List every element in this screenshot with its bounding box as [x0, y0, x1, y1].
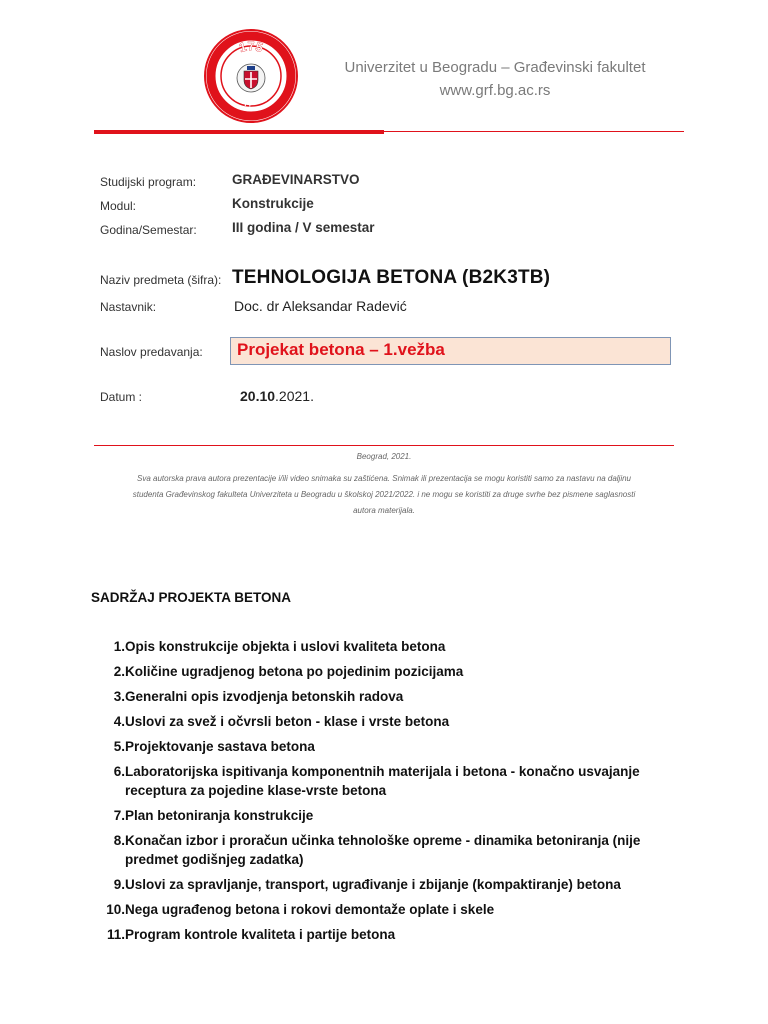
item-text: Uslovi za spravljanje, transport, ugrađivanje i zbijanje (kompaktiranje) betona — [125, 877, 621, 892]
crest-seal-icon — [237, 64, 265, 92]
item-text: Konačan izbor i proračun učinka tehnološke opreme - dinamika betoniranja (nije predmet godišnjeg zadatka) — [125, 833, 641, 867]
date-bold-part: 20.10 — [240, 388, 276, 404]
copyright-notice — [66, 471, 702, 519]
teacher-label: Nastavnik: — [100, 300, 157, 314]
lecture-title: Projekat betona – 1.vežba — [237, 340, 445, 359]
list-item — [91, 762, 691, 800]
course-title: TEHNOLOGIJA BETONA (B2K3TB) — [232, 267, 551, 288]
university-name: Univerzitet u Beogradu – Građevinski fakultet — [344, 59, 646, 76]
item-text: Laboratorijska ispitivanja komponentnih materijala i betona - konačno usvajanje receptura za pojedine klase-vrste betona — [125, 764, 640, 798]
list-item — [91, 737, 691, 756]
list-item — [91, 806, 691, 825]
copyright-line: studenta Građevinskog fakulteta Univerziteta u Beogradu u školskoj 2021/2022. i ne mogu se koristiti za druge svrhe bez pismene saglasnosti — [132, 490, 636, 499]
list-item — [91, 687, 691, 706]
lecture-title-box — [230, 337, 671, 365]
copyright-line: Sva autorska prava autora prezentacije i/ili video snimaka su zaštićena. Snimak ili prezentacija se mogu koristiti samo za nastavu na daljinu — [136, 474, 632, 483]
copyright-line: autora materijala. — [353, 506, 415, 515]
item-number: 11. — [106, 927, 125, 942]
item-text: Opis konstrukcije objekta i uslovi kvaliteta betona — [125, 639, 446, 654]
item-number: 10. — [106, 902, 125, 917]
item-text: Nega ugrađenog betona i rokovi demontaže oplate i skele — [125, 902, 495, 917]
header-divider-thick — [94, 130, 384, 134]
item-number: 4. — [113, 714, 125, 729]
item-number: 3. — [113, 689, 125, 704]
place-date: Beograd, 2021. — [356, 452, 412, 461]
item-number: 5. — [113, 739, 125, 754]
lecture-label: Naslov predavanja: — [100, 345, 203, 359]
list-item — [91, 925, 691, 944]
list-item — [91, 662, 691, 681]
item-text: Generalni opis izvodjenja betonskih radova — [125, 689, 404, 704]
module-label: Modul: — [100, 199, 137, 213]
item-text: Program kontrole kvaliteta i partije betona — [125, 927, 396, 942]
date-value — [240, 388, 314, 404]
item-number: 6. — [113, 764, 125, 779]
program-label: Studijski program: — [100, 175, 197, 189]
course-label: Naziv predmeta (šifra): — [100, 273, 222, 287]
program-value: GRAĐEVINARSTVO — [232, 172, 360, 187]
list-item — [91, 637, 691, 656]
header-divider-thin — [384, 131, 684, 132]
item-number: 1. — [113, 639, 125, 654]
logo-word: ГОДИНА — [234, 94, 268, 107]
item-text: Količine ugradjenog betona po pojedinim pozicijama — [125, 664, 464, 679]
logo-number: 175 — [237, 38, 265, 56]
item-number: 9. — [113, 877, 125, 892]
teacher-name: Doc. dr Aleksandar Radević — [234, 298, 407, 314]
website-link[interactable]: www.grf.bg.ac.rs — [439, 82, 551, 99]
module-value: Konstrukcije — [232, 196, 314, 211]
item-number: 2. — [113, 664, 125, 679]
date-label: Datum : — [100, 390, 143, 404]
year-label: Godina/Semestar: — [100, 223, 197, 237]
item-number: 8. — [113, 833, 125, 848]
list-item — [91, 712, 691, 731]
list-item — [91, 831, 691, 869]
year-value: III godina / V semestar — [232, 220, 375, 235]
contents-list — [91, 637, 691, 950]
list-item — [91, 900, 691, 919]
svg-text:175 — [237, 38, 264, 55]
university-logo — [203, 28, 299, 124]
item-text: Uslovi za svež i očvrsli beton - klase i vrste betona — [125, 714, 450, 729]
date-rest-part: .2021. — [275, 388, 314, 404]
item-number: 7. — [113, 808, 125, 823]
list-item — [91, 875, 691, 894]
item-text: Plan betoniranja konstrukcije — [125, 808, 314, 823]
contents-title: SADRŽAJ PROJEKTA BETONA — [91, 590, 292, 605]
footer-divider — [94, 445, 674, 446]
item-text: Projektovanje sastava betona — [125, 739, 315, 754]
